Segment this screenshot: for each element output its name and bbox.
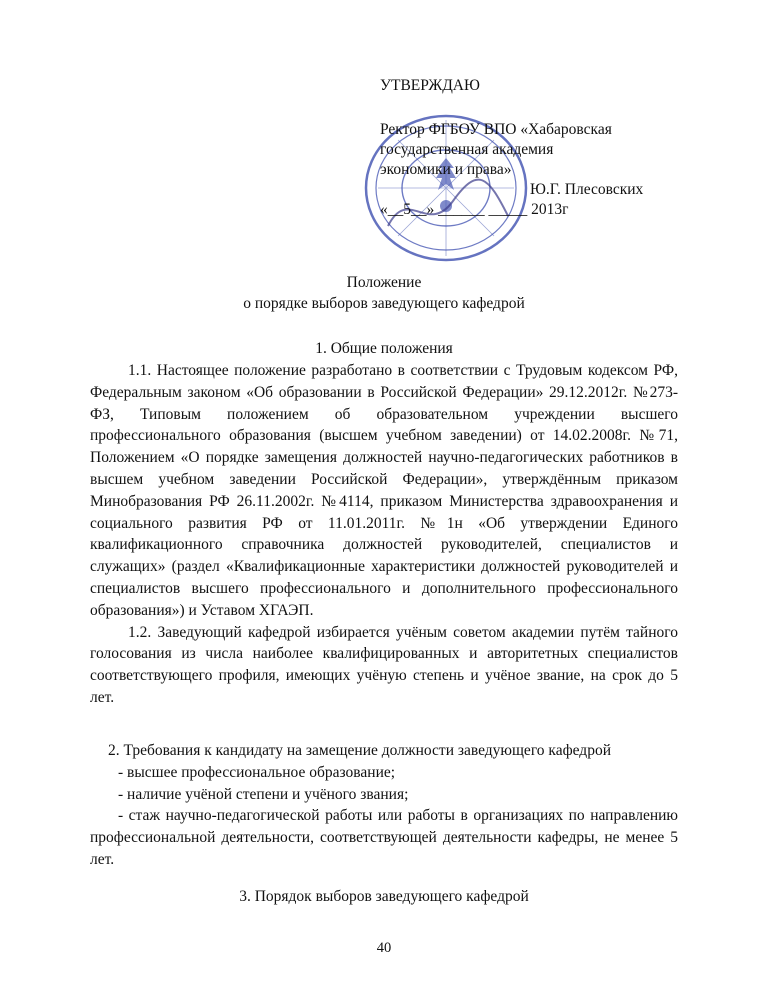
signature-name: Ю.Г. Плесовских: [530, 181, 644, 198]
page-number: 40: [376, 940, 392, 956]
section-2-heading: 2. Требования к кандидату на замещение должности заведующего кафедрой: [108, 742, 611, 759]
requirement-item: - наличие учёной степени и учёного звания;: [118, 785, 409, 803]
rector-line: экономики и права»: [380, 161, 512, 178]
paragraph-1-2: 1.2. Заведующий кафедрой избирается учёным советом академии путём тайного голосования из числа наиболее квалифицированных и авторитетных специалистов соответствующего профиля, имеющих учёную степень и учёное звание, на срок до 5 лет.: [90, 623, 678, 706]
section-1-body: [90, 360, 678, 709]
document-title: [0, 272, 768, 314]
title-line: Положение: [346, 274, 422, 291]
section-2: [90, 740, 678, 871]
approval-date: «__5__» ______ _____ 2013г: [380, 201, 569, 218]
title-subtitle: о порядке выборов заведующего кафедрой: [243, 295, 525, 312]
rector-line: государственная академия: [380, 141, 554, 158]
approve-label: УТВЕРЖДАЮ: [380, 77, 480, 94]
requirement-item: - стаж научно-педагогической работы или работы в организациях по направлению профессиональной деятельности, соответствующей деятельности кафедры, не менее 5 лет.: [90, 807, 678, 868]
spacer: [380, 96, 700, 116]
requirement-item: - высшее профессиональное образование;: [118, 763, 396, 781]
section-3-heading: 3. Порядок выборов заведующего кафедрой: [239, 888, 529, 905]
section-1-heading: 1. Общие положения: [315, 340, 453, 357]
paragraph-1-1: 1.1. Настоящее положение разработано в соответствии с Трудовым кодексом РФ, Федеральным законом «Об образовании в Российской Федерации» 29.12.2012г. №273-ФЗ, Типовым положением об образовательном учреждении высшего профессионального образования (высшем учебном заведении) от 14.02.2008г. №71, Положением «О порядке замещения должностей научно-педагогических работников в высшем учебном заведении Российской Федерации», утверждённым приказом Минобразования РФ 26.11.2002г. №4114, приказом Министерства здравоохранения и социального развития РФ от 11.01.2011г. №1н «Об утверждении Единого квалификационного справочника должностей руководителей, специалистов и служащих» (раздел «Квалификационные характеристики должностей руководителей и специалистов высшего профессионального и дополнительного профессионального образования») и Уставом ХГАЭП.: [90, 362, 678, 619]
rector-line: Ректор ФГБОУ ВПО «Хабаровская: [380, 121, 612, 138]
approval-block: [380, 76, 700, 220]
